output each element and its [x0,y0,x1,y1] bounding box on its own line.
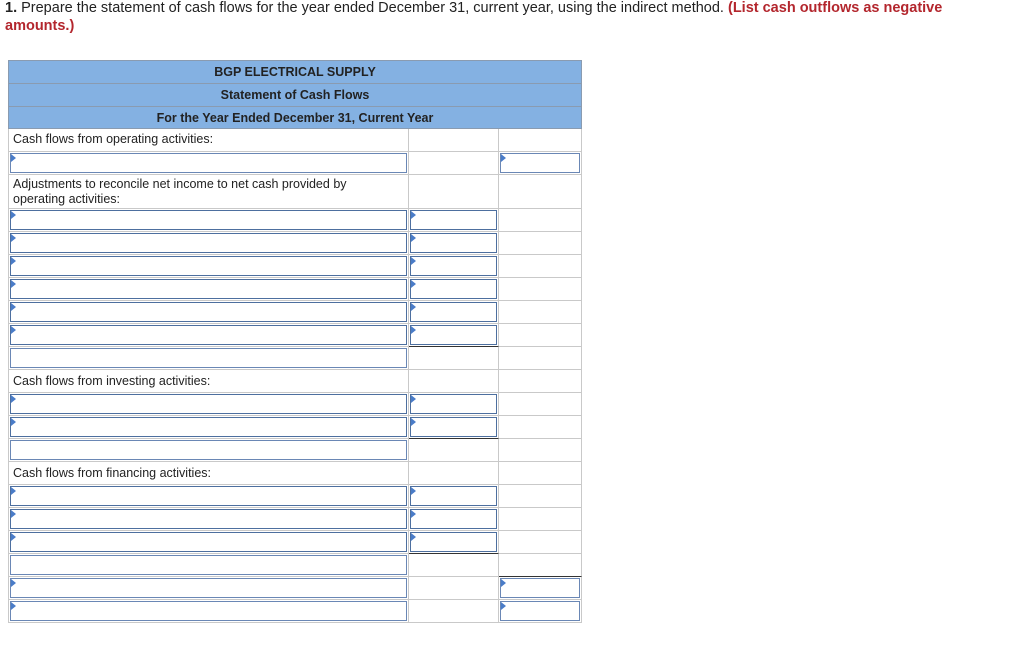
table-row [8,508,582,531]
company-name: BGP ELECTRICAL SUPPLY [8,60,582,83]
adjustment-amount-input[interactable] [410,279,497,299]
financing-amount-input[interactable] [410,486,497,506]
adjustment-label-input[interactable] [10,325,407,345]
adjustment-amount-input[interactable] [410,325,497,345]
table-row [8,175,582,209]
table-row [8,347,582,370]
dropdown-marker-icon [11,395,16,403]
dropdown-marker-icon [501,579,506,587]
table-row [8,600,582,623]
table-row [8,462,582,485]
instruction-emphasis: (List cash outflows as negative amounts.) [5,0,943,34]
table-row [8,485,582,508]
table-row [8,577,582,600]
table-row [8,152,582,175]
adjustment-amount-input[interactable] [410,233,497,253]
adjustment-amount-input[interactable] [410,210,497,230]
financing-label-input[interactable] [10,509,407,529]
operating-heading: Cash flows from operating activities: [8,129,409,152]
adjustment-amount-input[interactable] [410,256,497,276]
table-row [8,531,582,554]
adjustment-label-input[interactable] [10,302,407,322]
statement-title: Statement of Cash Flows [8,83,582,106]
investing-total-label-input[interactable] [10,440,407,460]
adjustment-label-input[interactable] [10,256,407,276]
table-row [8,554,582,577]
financing-heading: Cash flows from financing activities: [8,462,409,485]
net-change-label-input[interactable] [10,578,407,598]
dropdown-marker-icon [411,418,416,426]
dropdown-marker-icon [411,280,416,288]
adjustments-heading: Adjustments to reconcile net income to net cash provided by operating activities: [8,175,409,209]
table-row [8,416,582,439]
investing-amount-input[interactable] [410,394,497,414]
financing-label-input[interactable] [10,532,407,552]
investing-heading: Cash flows from investing activities: [8,370,409,393]
dropdown-marker-icon [411,510,416,518]
dropdown-marker-icon [411,211,416,219]
table-row [8,255,582,278]
table-row [8,232,582,255]
instructions [5,0,1005,35]
table-row [8,209,582,232]
statement-period: For the Year Ended December 31, Current Year [8,106,582,129]
table-row [8,324,582,347]
dropdown-marker-icon [11,533,16,541]
dropdown-marker-icon [411,395,416,403]
dropdown-marker-icon [11,326,16,334]
dropdown-marker-icon [11,211,16,219]
dropdown-marker-icon [411,326,416,334]
dropdown-marker-icon [11,154,16,162]
table-row [8,278,582,301]
adjustment-label-input[interactable] [10,210,407,230]
table-row [8,301,582,324]
dropdown-marker-icon [411,257,416,265]
financing-amount-input[interactable] [410,509,497,529]
dropdown-marker-icon [501,602,506,610]
investing-amount-input[interactable] [410,417,497,437]
table-row [8,370,582,393]
dropdown-marker-icon [411,533,416,541]
dropdown-marker-icon [11,487,16,495]
cash-flow-statement-table [8,60,582,623]
investing-label-input[interactable] [10,394,407,414]
dropdown-marker-icon [11,303,16,311]
dropdown-marker-icon [11,510,16,518]
dropdown-marker-icon [501,154,506,162]
table-row [8,393,582,416]
table-row [8,439,582,462]
financing-total-label-input[interactable] [10,555,407,575]
cash-beginning-amount-input[interactable] [500,601,580,621]
investing-label-input[interactable] [10,417,407,437]
table-row [8,129,582,152]
operating-total-label-input[interactable] [10,348,407,368]
cash-beginning-label-input[interactable] [10,601,407,621]
net-change-amount-input[interactable] [500,578,580,598]
financing-label-input[interactable] [10,486,407,506]
adjustment-label-input[interactable] [10,233,407,253]
dropdown-marker-icon [11,602,16,610]
dropdown-marker-icon [11,579,16,587]
dropdown-marker-icon [411,487,416,495]
dropdown-marker-icon [11,418,16,426]
dropdown-marker-icon [411,303,416,311]
adjustment-label-input[interactable] [10,279,407,299]
net-income-label-input[interactable] [10,153,407,173]
dropdown-marker-icon [11,257,16,265]
dropdown-marker-icon [411,234,416,242]
dropdown-marker-icon [11,234,16,242]
adjustment-amount-input[interactable] [410,302,497,322]
instruction-text: Prepare the statement of cash flows for the year ended December 31, current year, using the indirect method. [17,0,724,16]
net-income-amount-input[interactable] [500,153,580,173]
financing-amount-input[interactable] [410,532,497,552]
instruction-number: 1. [5,0,18,16]
dropdown-marker-icon [11,280,16,288]
